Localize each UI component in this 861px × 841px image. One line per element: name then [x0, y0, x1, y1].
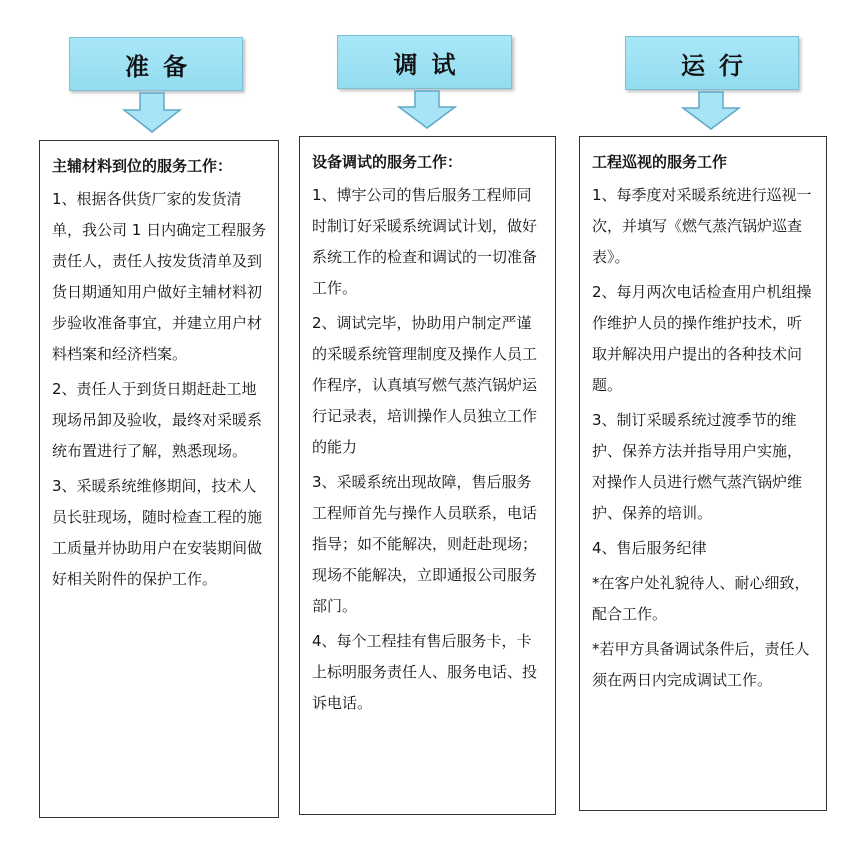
column-title: 主辅材料到位的服务工作： [52, 157, 233, 175]
down-arrow-icon [122, 92, 182, 134]
list-item: 1、博宇公司的售后服务工程师同时制订好采暖系统调试计划，做好系统工作的检查和调试的一切准备工作。 [312, 186, 538, 297]
list-item: 2、调试完毕，协助用户制定严谨的采暖系统管理制度及操作人员工作程序，认真填写燃气蒸汽锅炉运行记录表，培训操作人员独立工作的能力 [312, 314, 538, 456]
list-item: 3、采暖系统出现故障，售后服务工程师首先与操作人员联系，电话指导；如不能解决，则赶赴现场；现场不能解决，立即通报公司服务部门。 [312, 473, 538, 615]
list-item: 1、每季度对采暖系统进行巡视一次，并填写《燃气蒸汽锅炉巡查表》。 [592, 186, 812, 266]
list-item: 4、售后服务纪律 [592, 539, 707, 557]
list-item: 2、每月两次电话检查用户机组操作维护人员的操作维护技术，听取并解决用户提出的各种技术问题。 [592, 283, 812, 394]
column-title: 设备调试的服务工作： [312, 153, 463, 171]
header-debug: 调试 [337, 35, 512, 89]
header-prepare: 准备 [69, 37, 243, 91]
list-item: 3、制订采暖系统过渡季节的维护、保养方法并指导用户实施，对操作人员进行燃气蒸汽锅炉维护、保养的培训。 [592, 411, 803, 522]
list-item: 3、采暖系统维修期间，技术人员长驻现场，随时检查工程的施工质量并协助用户在安装期间做好相关附件的保护工作。 [52, 477, 263, 588]
down-arrow-icon [681, 91, 741, 131]
down-arrow-icon [397, 90, 457, 130]
column-title: 工程巡视的服务工作 [592, 153, 728, 171]
header-operate: 运行 [625, 36, 799, 90]
list-item: 4、每个工程挂有售后服务卡，卡上标明服务责任人、服务电话、投诉电话。 [312, 632, 538, 712]
list-item: 2、责任人于到货日期赶赴工地现场吊卸及验收，最终对采暖系统布置进行了解，熟悉现场。 [52, 380, 263, 460]
list-item: 1、根据各供货厂家的发货清单，我公司 1 日内确定工程服务责任人，责任人按发货清单及到货日期通知用户做好主辅材料初步验收准备事宜，并建立用户材料档案和经济档案。 [52, 190, 267, 363]
column-operate-box [579, 136, 827, 811]
column-prepare-box [39, 140, 279, 818]
column-debug-box [299, 136, 556, 815]
list-item: *若甲方具备调试条件后，责任人须在两日内完成调试工作。 [592, 640, 810, 689]
list-item: *在客户处礼貌待人、耐心细致，配合工作。 [592, 574, 810, 623]
